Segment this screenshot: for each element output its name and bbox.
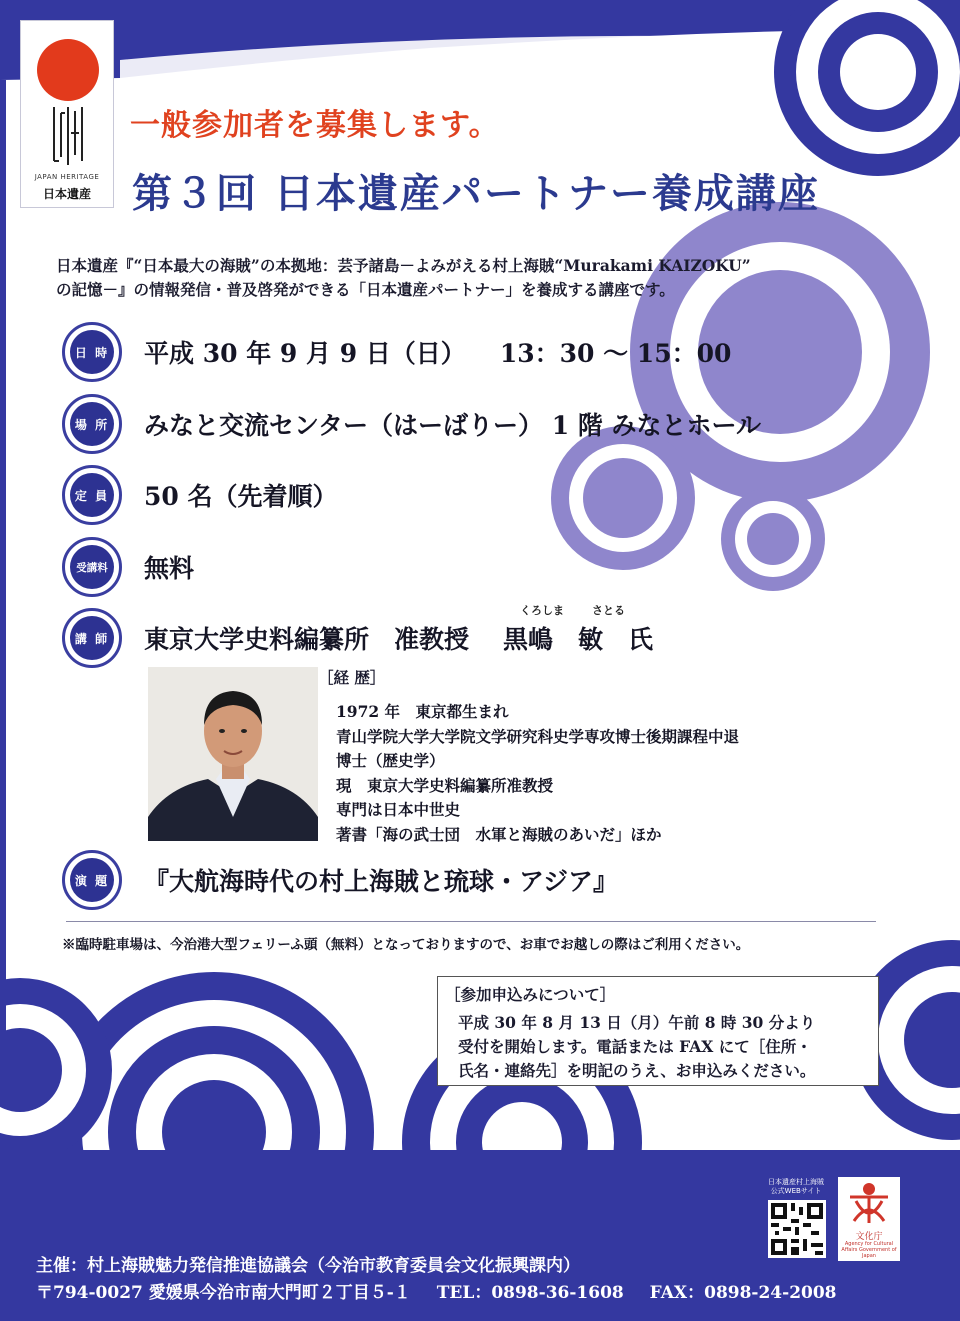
lecturer-badge (62, 608, 122, 668)
topic-badge (62, 850, 122, 910)
japan-heritage-logo (20, 20, 114, 208)
agency-emblem-icon (838, 1177, 900, 1229)
qr-code-pattern (771, 1203, 823, 1255)
lecturer-name: 黒嶋 敏 氏 (503, 625, 654, 654)
page-title: 第３回 日本遺産パートナー養成講座 (132, 170, 820, 217)
agency-name-en: Agency for Cultural Affairs Government of Japan (841, 1241, 897, 1259)
application-body (458, 1011, 870, 1083)
date-badge (62, 322, 122, 382)
date-label: 日 時 (70, 330, 114, 374)
date-value (144, 334, 731, 370)
career-item: 青山学院大学大学院文学研究科史学専攻博士後期課程中退 (336, 726, 740, 746)
address-text: 〒794-0027 愛媛県今治市南大門町２丁目５-１ (36, 1283, 411, 1303)
ruby-family-name: くろしま (520, 604, 564, 617)
capacity-value: 50 名（先着順） (144, 482, 338, 511)
lecturer-value (144, 620, 653, 656)
ruby-given-name: さとる (592, 604, 625, 617)
career-heading: ［経 歴］ (318, 668, 386, 687)
japan-heritage-mark-icon (51, 105, 85, 167)
application-line: 氏名・連絡先］を明記のうえ、お申込みください。 (458, 1061, 816, 1080)
intro-line-2: の記憶－』の情報発信・普及啓発ができる「日本遺産パートナー」を養成する講座です。 (56, 280, 675, 299)
place-badge (62, 394, 122, 454)
date-text: 平成 30 年 9 月 9 日（日） (144, 339, 466, 368)
capacity-row (62, 465, 338, 525)
capacity-label: 定 員 (70, 473, 114, 517)
lecturer-label: 講 師 (70, 616, 114, 660)
lecturer-photo (148, 667, 318, 841)
career-item: 著書「海の武士団 水軍と海賊のあいだ」ほか (336, 824, 662, 844)
fee-value: 無料 (144, 554, 195, 583)
divider (66, 921, 876, 922)
career-item: 専門は日本中世史 (336, 800, 461, 819)
qr-label-line-2: 公式WEBサイト (770, 1187, 822, 1195)
date-row (62, 322, 731, 382)
application-line: 平成 30 年 8 月 13 日（月）午前 8 時 30 分より (458, 1013, 816, 1032)
place-label: 場 所 (70, 402, 114, 446)
lecturer-portrait-image (148, 667, 318, 841)
logo-japanese-text: 日本遺産 (42, 187, 91, 201)
recruit-heading: 一般参加者を募集します。 (130, 108, 500, 143)
agency-name-jp: 文化庁 (855, 1232, 883, 1242)
topic-row (62, 850, 618, 910)
contact-line (36, 1278, 857, 1303)
time-text: 13：30 ～ 15：00 (499, 339, 732, 368)
place-value: みなと交流センター（はーばりー） 1 階 みなとホール (144, 411, 762, 440)
topic-label: 演 題 (70, 858, 114, 902)
tel-text[interactable]: TEL：0898-36-1608 (436, 1283, 624, 1303)
career-list (336, 700, 739, 847)
application-info-box (437, 976, 879, 1086)
organizer-text: 主催：村上海賊魅力発信推進協議会（今治市教育委員会文化振興課内） (36, 1256, 580, 1276)
career-item: 現 東京大学史料編纂所准教授 (336, 775, 554, 795)
intro-line-1: 日本遺産『“日本最大の海賊”の本拠地：芸予諸島－よみがえる村上海賊“Murakami KAIZOKU” (56, 256, 751, 275)
agency-logo (838, 1177, 900, 1261)
capacity-badge (62, 465, 122, 525)
fax-text: FAX：0898-24-2008 (649, 1283, 837, 1303)
fee-badge (62, 537, 122, 597)
application-line: 受付を開始します。電話または FAX にて［住所・ (458, 1037, 812, 1056)
intro-text (56, 254, 906, 302)
rising-sun-icon (37, 39, 99, 101)
qr-label (756, 1178, 836, 1196)
lecturer-affiliation: 東京大学史料編纂所 准教授 (144, 625, 470, 654)
career-item: 1972 年 東京都生まれ (336, 702, 509, 721)
qr-label-line-1: 日本遺産村上海賊 (768, 1178, 824, 1186)
parking-note: ※臨時駐車場は、今治港大型フェリーふ頭（無料）となっておりますので、お車でお越しの際はご利用ください。 (62, 937, 750, 953)
lecturer-row (62, 608, 653, 668)
place-row (62, 394, 761, 454)
career-item: 博士（歴史学） (336, 751, 445, 770)
fee-row (62, 537, 194, 597)
logo-english-text: JAPAN HERITAGE (34, 173, 100, 181)
application-heading: ［参加申込みについて］ (445, 985, 616, 1004)
topic-value: 『大航海時代の村上海賊と琉球・アジア』 (144, 867, 619, 896)
qr-code-icon[interactable] (768, 1200, 826, 1258)
fee-label: 受講料 (70, 545, 114, 589)
